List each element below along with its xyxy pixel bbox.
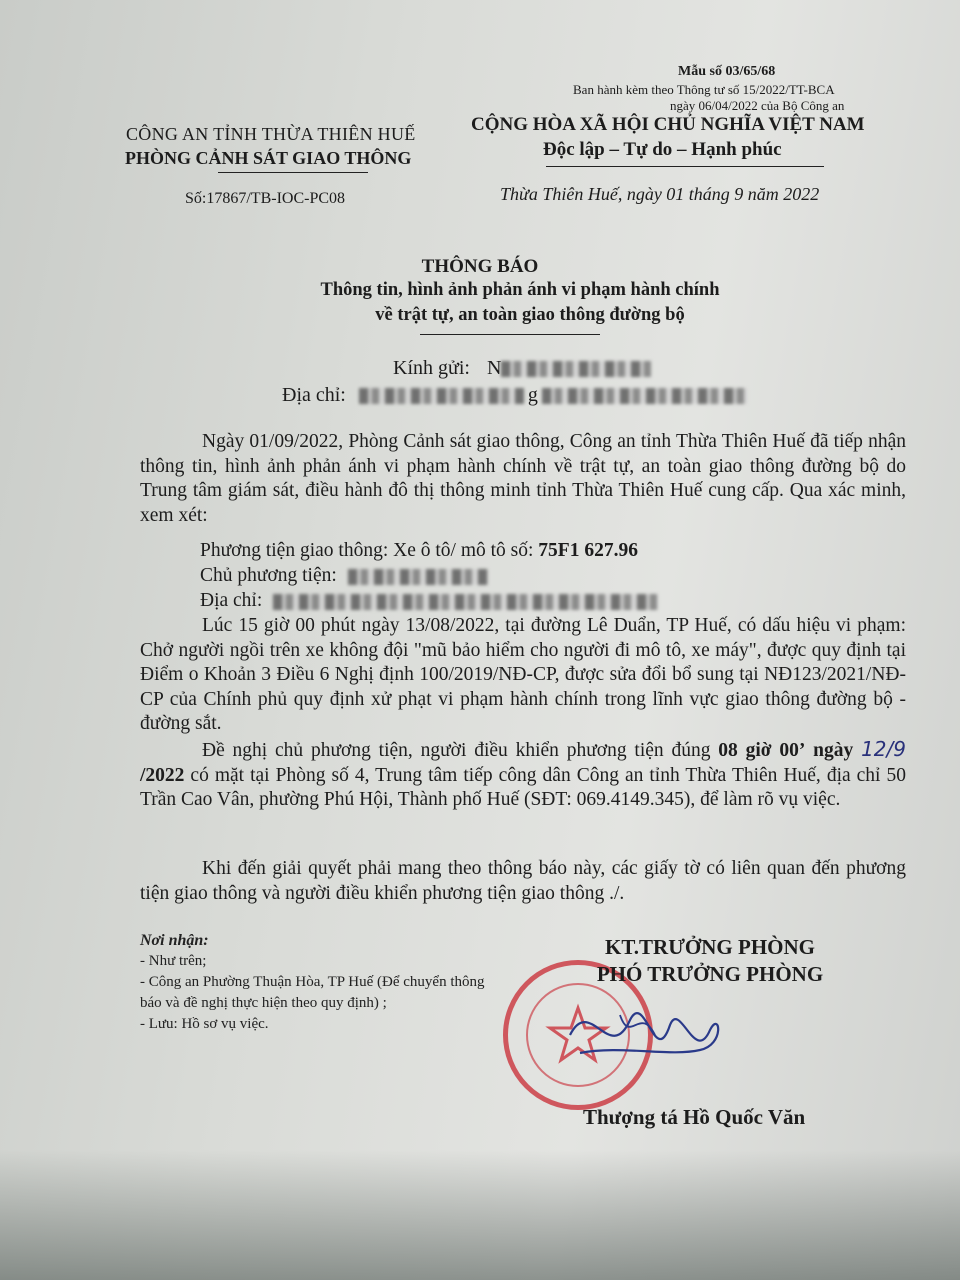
request-day-label: ngày (813, 740, 854, 761)
recipient-item: - Như trên; (140, 953, 207, 969)
owner-label: Chủ phương tiện: (200, 565, 337, 586)
agency-name: CÔNG AN TỈNH THỪA THIÊN HUẾ (126, 124, 416, 144)
owner-row (200, 564, 488, 589)
vehicle-row (200, 539, 638, 564)
request-paragraph (140, 737, 906, 813)
title-subject-line-1: Thông tin, hình ảnh phản ánh vi phạm hành chính (320, 280, 720, 300)
closing-paragraph (140, 857, 906, 906)
title-underline (420, 334, 600, 335)
photo-shadow (0, 1150, 960, 1280)
place-and-date: Thừa Thiên Huế, ngày 01 tháng 9 năm 2022 (500, 184, 820, 204)
intro-text: Ngày 01/09/2022, Phòng Cảnh sát giao thông, Công an tỉnh Thừa Thiên Huế đã tiếp nhận thông tin, hình ảnh phản ánh vi phạm hành chính về trật tự, an toàn giao thông đường bộ do Trung tâm giám sát, điều hành đô thị thông minh tỉnh Thừa Thiên Huế cung cấp. Qua xác minh, xem xét: (140, 431, 906, 526)
violation-paragraph (140, 614, 906, 737)
form-number: Mẫu số 03/65/68 (678, 64, 776, 79)
recipients-block (140, 930, 490, 1035)
addressee-name-prefix: N (486, 357, 502, 379)
request-text-a: Đề nghị chủ phương tiện, người điều khiển phương tiện đúng (202, 740, 719, 761)
recipient-item: - Công an Phường Thuận Hòa, TP Huế (Để chuyển thông báo và đề nghị thực hiện theo quy định) ; (140, 974, 485, 1011)
redacted-owner-address (273, 594, 658, 610)
motto-underline (546, 166, 824, 167)
intro-paragraph (140, 430, 906, 528)
country-name: CỘNG HÒA XÃ HỘI CHỦ NGHĨA VIỆT NAM (471, 114, 865, 135)
document-title: THÔNG BÁO (421, 256, 539, 277)
form-issued-date: ngày 06/04/2022 của Bộ Công an (670, 98, 845, 113)
document-number: Số:17867/TB-IOC-PC08 (185, 190, 346, 207)
department-name: PHÒNG CẢNH SÁT GIAO THÔNG (125, 148, 412, 168)
addressee-row (393, 357, 651, 380)
address-partial-text: g (527, 384, 538, 406)
request-time: 08 giờ 00’ (718, 740, 806, 761)
closing-text: Khi đến giải quyết phải mang theo thông báo này, các giấy tờ có liên quan đến phương tiện giao thông và người điều khiển phương tiện giao thông ./. (140, 858, 906, 904)
redacted-address-part-2 (542, 388, 747, 404)
handwritten-day: 12/9 (861, 737, 906, 761)
signature-title-2: PHÓ TRƯỞNG PHÒNG (596, 962, 824, 986)
title-subject-line-2: về trật tự, an toàn giao thông đường bộ (375, 305, 685, 325)
motto: Độc lập – Tự do – Hạnh phúc (543, 139, 782, 160)
request-year: /2022 (140, 764, 185, 786)
address-label: Địa chỉ: (282, 384, 346, 406)
department-underline (218, 172, 368, 173)
vehicle-label: Phương tiện giao thông: Xe ô tô/ mô tô số: (200, 540, 539, 561)
signer-name: Thượng tá Hồ Quốc Văn (583, 1105, 806, 1129)
form-issued-with: Ban hành kèm theo Thông tư số 15/2022/TT-BCA (573, 82, 835, 97)
signature-title-1: KT.TRƯỞNG PHÒNG (605, 935, 815, 959)
request-text-b: có mặt tại Phòng số 4, Trung tâm tiếp công dân Công an tỉnh Thừa Thiên Huế, địa chỉ 50 Trần Cao Vân, phường Phú Hội, Thành phố Huế (SĐT: 069.4149.345), để làm rõ vụ việc. (140, 764, 906, 810)
redacted-address-part-1 (359, 388, 524, 404)
addressee-label: Kính gửi: (393, 357, 470, 379)
redacted-owner-name (348, 569, 488, 585)
violation-text: Lúc 15 giờ 00 phút ngày 13/08/2022, tại đường Lê Duẩn, TP Huế, có dấu hiệu vi phạm: Chở người ngồi trên xe không đội "mũ bảo hiểm cho người đi mô tô, xe máy", được quy định tại Điểm o Khoản 3 Điều 6 Nghị định 100/2019/NĐ-CP, được sửa đổi bổ sung tại NĐ123/2021/NĐ-CP của Chính phủ quy định xử phạt vi phạm hành chính trong lĩnh vực giao thông đường bộ - đường sắt. (140, 615, 906, 734)
request-text (140, 737, 906, 813)
handwritten-signature (560, 975, 730, 1085)
vehicle-plate: 75F1 627.96 (538, 540, 638, 561)
redacted-addressee-name (501, 361, 651, 377)
address-row (282, 384, 747, 407)
owner-address-row (200, 589, 658, 614)
recipient-item: - Lưu: Hồ sơ vụ việc. (140, 1016, 269, 1032)
owner-address-label: Địa chỉ: (200, 590, 263, 611)
recipients-title: Nơi nhận: (140, 932, 209, 949)
